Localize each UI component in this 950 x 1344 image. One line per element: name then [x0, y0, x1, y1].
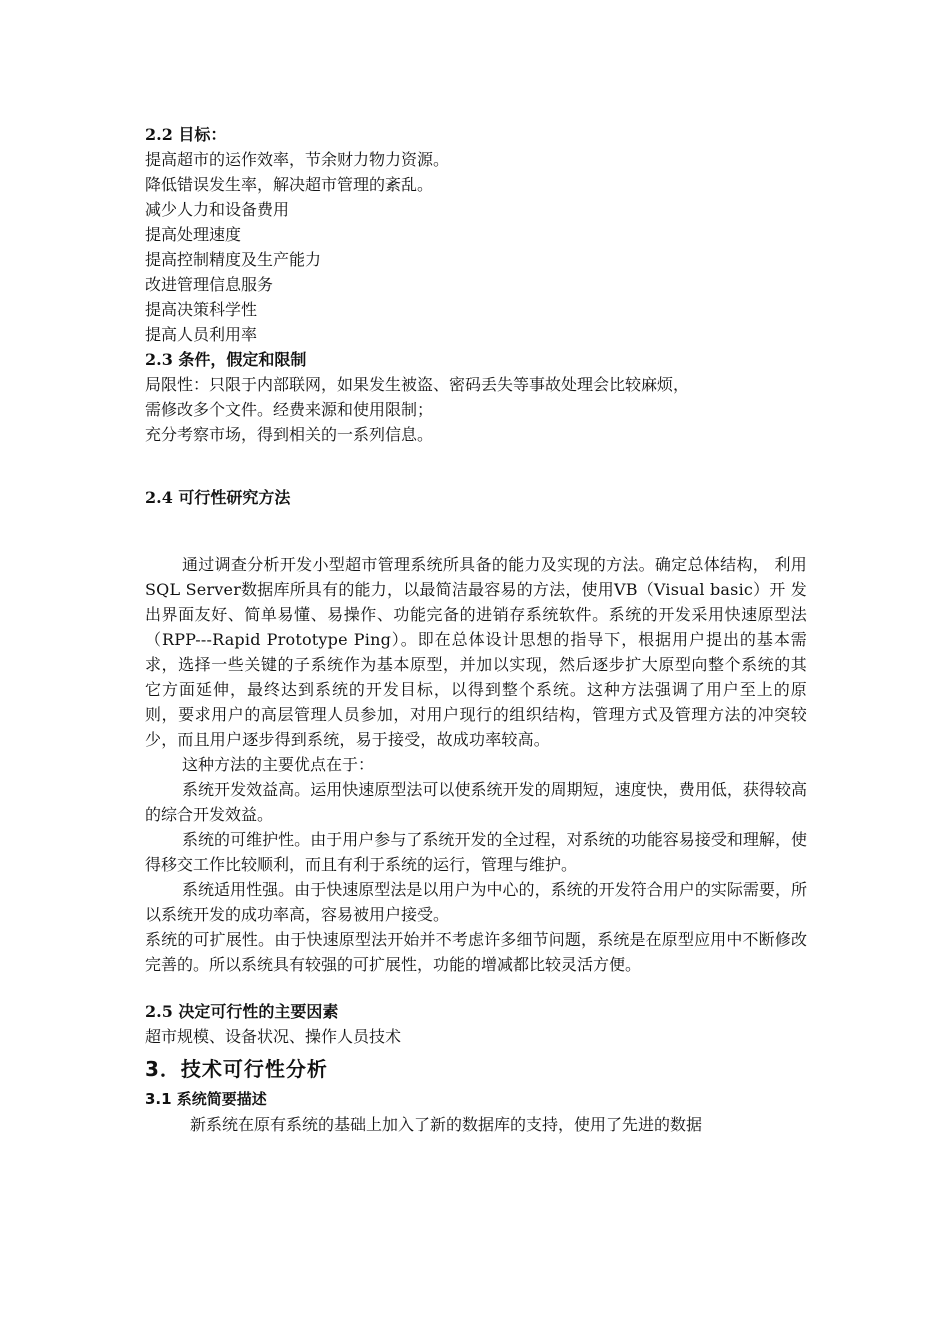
goal-item: 降低错误发生率，解决超市管理的紊乱。 [145, 175, 434, 194]
system-description-text: 新系统在原有系统的基础上加入了新的数据库的支持，使用了先进的数据 [190, 1115, 703, 1134]
advantage-paragraph: 系统的可扩展性。由于快速原型法开始并不考虑许多细节问题，系统是在原型应用中不断修改完善的。所以系统具有较强的可扩展性，功能的增减都比较灵活方便。 [145, 930, 807, 974]
advantages-lead: 这种方法的主要优点在于： [182, 755, 375, 774]
method-intro-paragraph: 通过调查分析开发小型超市管理系统所具备的能力及实现的方法。确定总体结构， 利用SQL Server数据库所具有的能力，以最简洁最容易的方法，使用VB（Visual basic）开 发出界面友好、简单易懂、易操作、功能完备的进销存系统软件。系统的开发采用快速原型法（RPP---Rapid Prototype Ping）。即在总体设计思想的指导下，根据用户提出的基本需求，选择一些关键的子系统作为基本原型，并加以实现，然后逐步扩大原型向整个系统的其它方面延伸，最终达到系统的开发目标，以得到整个系统。这种方法强调了用户至上的原则，要求用户的高层管理人员参加，对用户现行的组织结构，管理方式及管理方法的冲突较少，而且用户逐步得到系统，易于接受，故成功率较高。 [145, 555, 807, 749]
goal-item: 提高控制精度及生产能力 [145, 250, 322, 269]
goal-item: 提高处理速度 [145, 225, 242, 244]
constraint-line: 需修改多个文件。经费来源和使用限制； [145, 400, 434, 419]
section-2-2-heading: 2.2 目标： [145, 125, 227, 144]
factors-text: 超市规模、设备状况、操作人员技术 [145, 1027, 402, 1046]
section-3-1-heading: 3.1 系统简要描述 [145, 1090, 267, 1108]
goal-item: 提高超市的运作效率，节余财力物力资源。 [145, 150, 450, 169]
goal-item: 提高决策科学性 [145, 300, 258, 319]
advantage-paragraph: 系统的可维护性。由于用户参与了系统开发的全过程，对系统的功能容易接受和理解，使得移交工作比较顺利，而且有利于系统的运行，管理与维护。 [145, 830, 807, 874]
advantage-paragraph: 系统适用性强。由于快速原型法是以用户为中心的，系统的开发符合用户的实际需要，所以系统开发的成功率高，容易被用户接受。 [145, 880, 807, 924]
goal-item: 减少人力和设备费用 [145, 200, 290, 219]
section-3-heading: 3．技术可行性分析 [145, 1057, 328, 1081]
spacer [145, 977, 807, 999]
constraint-line: 充分考察市场，得到相关的一系列信息。 [145, 425, 434, 444]
document-page [145, 122, 807, 1137]
section-2-3-heading: 2.3 条件，假定和限制 [145, 350, 307, 369]
spacer [145, 447, 807, 485]
advantage-paragraph: 系统开发效益高。运用快速原型法可以使系统开发的周期短，速度快，费用低，获得较高的综合开发效益。 [145, 780, 807, 824]
constraint-line: 局限性：只限于内部联网，如果发生被盗、密码丢失等事故处理会比较麻烦， [145, 375, 690, 394]
section-2-4-heading: 2.4 可行性研究方法 [145, 488, 291, 507]
goal-item: 改进管理信息服务 [145, 275, 274, 294]
spacer [145, 510, 807, 552]
section-2-5-heading: 2.5 决定可行性的主要因素 [145, 1002, 339, 1021]
goal-item: 提高人员利用率 [145, 325, 258, 344]
